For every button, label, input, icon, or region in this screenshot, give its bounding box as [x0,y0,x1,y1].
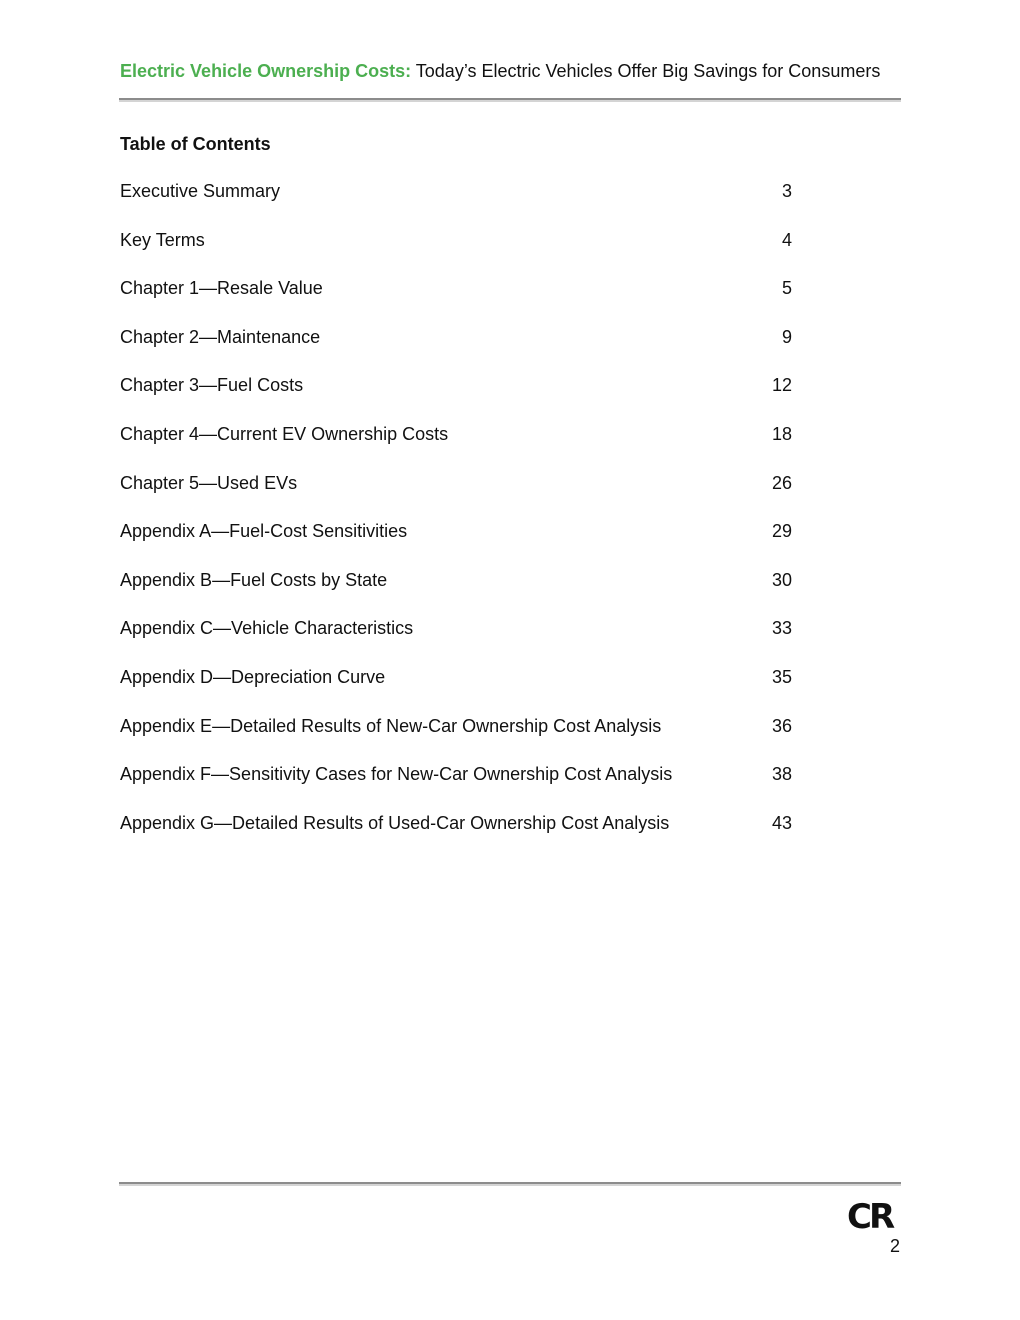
toc-heading: Table of Contents [120,134,271,154]
header-divider [119,98,901,100]
toc-entry-page: 43 [771,812,792,833]
toc-entry [120,277,820,326]
page-header [120,60,920,82]
toc-entry-page: 29 [771,521,792,542]
toc-entry-title: Appendix B—Fuel Costs by State [120,569,388,590]
toc-entry [120,763,820,812]
toc-entry [120,423,820,472]
toc-entry-title: Appendix A—Fuel-Cost Sensitivities [120,521,408,542]
toc-entry-page: 3 [781,181,792,201]
toc-entry [120,520,820,569]
toc-entry-title: Chapter 5—Used EVs [120,472,298,493]
toc-entry [120,472,820,521]
toc-entry-page: 26 [771,472,792,493]
toc-entry-page: 5 [781,278,792,299]
toc-entry-title: Appendix F—Sensitivity Cases for New-Car Ownership Cost Analysis [120,764,673,785]
toc-entry-page: 38 [771,764,792,785]
toc-entry-title: Appendix C—Vehicle Characteristics [120,618,414,639]
toc-entry-page: 9 [781,326,792,347]
toc-entry-title: Key Terms [120,229,205,250]
toc-entry [120,812,820,861]
toc-entry-title: Chapter 3—Fuel Costs [120,375,304,396]
toc-entry-title: Executive Summary [120,181,281,201]
toc-entry-title: Chapter 4—Current EV Ownership Costs [120,423,449,444]
toc-entry [120,229,820,278]
toc-entry [120,715,820,764]
toc-entry [120,180,820,229]
toc-entry [120,374,820,423]
toc-entry-title: Chapter 1—Resale Value [120,278,323,299]
toc-entry [120,617,820,666]
toc-entry-page: 18 [771,423,792,444]
toc-entry-page: 30 [771,569,792,590]
toc-entry-page: 35 [771,666,792,687]
toc-entry [120,569,820,618]
toc-entry-title: Appendix D—Depreciation Curve [120,666,386,687]
toc-list [120,180,820,860]
header-subtitle: Today’s Electric Vehicles Offer Big Savings for Consumers [411,61,881,81]
toc-entry [120,326,820,375]
footer-divider [119,1182,901,1184]
toc-entry-page: 12 [771,375,792,396]
toc-entry-page: 4 [781,229,792,250]
toc-entry-title: Appendix G—Detailed Results of Used-Car Ownership Cost Analysis [120,812,670,833]
toc-entry-title: Chapter 2—Maintenance [120,326,321,347]
toc-entry-page: 33 [771,618,792,639]
cr-logo: CR [847,1197,893,1237]
toc-entry [120,666,820,715]
toc-entry-title: Appendix E—Detailed Results of New-Car Ownership Cost Analysis [120,715,662,736]
toc-entry-page: 36 [771,715,792,736]
page-number: 2 [889,1236,900,1256]
header-accent-title: Electric Vehicle Ownership Costs: [120,61,412,81]
